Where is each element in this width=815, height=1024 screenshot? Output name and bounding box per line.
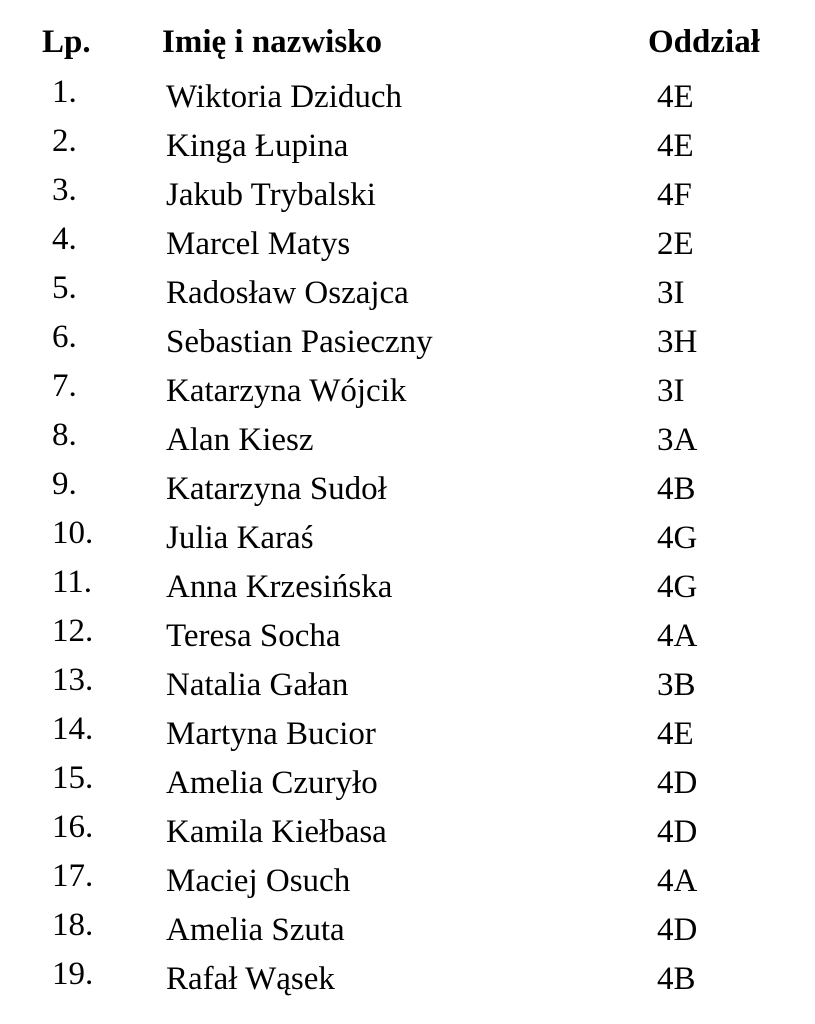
row-name: Katarzyna Sudoł xyxy=(166,471,387,507)
table-row xyxy=(0,368,815,417)
row-name: Natalia Gałan xyxy=(166,667,349,703)
row-name: Anna Krzesińska xyxy=(166,569,393,605)
row-number: 10. xyxy=(52,515,94,551)
row-name: Radosław Oszajca xyxy=(166,275,409,311)
row-class: 4E xyxy=(657,128,694,164)
row-name: Julia Karaś xyxy=(166,520,314,556)
row-number: 13. xyxy=(52,662,94,698)
table-row xyxy=(0,74,815,123)
header-name: Imię i nazwisko xyxy=(162,24,383,60)
row-number: 1. xyxy=(52,74,77,110)
row-name: Maciej Osuch xyxy=(166,863,351,899)
row-class: 4E xyxy=(657,716,694,752)
row-class: 4A xyxy=(657,618,698,654)
row-number: 5. xyxy=(52,270,77,306)
table-row xyxy=(0,417,815,466)
table-row xyxy=(0,123,815,172)
row-class: 4G xyxy=(657,569,698,605)
row-class: 4B xyxy=(657,961,696,997)
table-body xyxy=(0,74,815,1005)
table-row xyxy=(0,564,815,613)
row-class: 4D xyxy=(657,765,698,801)
table-row xyxy=(0,711,815,760)
row-class: 4B xyxy=(657,471,696,507)
header-number: Lp. xyxy=(42,24,91,60)
row-name: Marcel Matys xyxy=(166,226,351,262)
row-number: 19. xyxy=(52,956,94,992)
table-row xyxy=(0,270,815,319)
row-name: Amelia Szuta xyxy=(166,912,345,948)
row-number: 3. xyxy=(52,172,77,208)
row-number: 2. xyxy=(52,123,77,159)
row-name: Martyna Bucior xyxy=(166,716,376,752)
table-row xyxy=(0,662,815,711)
row-class: 3A xyxy=(657,422,698,458)
row-number: 9. xyxy=(52,466,77,502)
row-name: Sebastian Pasieczny xyxy=(166,324,433,360)
row-class: 4D xyxy=(657,814,698,850)
header-class: Oddział xyxy=(648,24,760,60)
row-number: 12. xyxy=(52,613,94,649)
row-class: 2E xyxy=(657,226,694,262)
row-name: Katarzyna Wójcik xyxy=(166,373,407,409)
row-number: 7. xyxy=(52,368,77,404)
row-class: 3B xyxy=(657,667,696,703)
row-name: Wiktoria Dziduch xyxy=(166,79,403,115)
row-number: 8. xyxy=(52,417,77,453)
row-class: 4A xyxy=(657,863,698,899)
row-class: 4F xyxy=(657,177,692,213)
table-row xyxy=(0,613,815,662)
table-row xyxy=(0,956,815,1005)
table-row xyxy=(0,515,815,564)
table-row xyxy=(0,172,815,221)
table-row xyxy=(0,907,815,956)
row-number: 16. xyxy=(52,809,94,845)
row-number: 4. xyxy=(52,221,77,257)
row-number: 17. xyxy=(52,858,94,894)
row-class: 3H xyxy=(657,324,698,360)
row-number: 18. xyxy=(52,907,94,943)
row-class: 3I xyxy=(657,373,685,409)
table-row xyxy=(0,221,815,270)
table-row xyxy=(0,809,815,858)
row-class: 4E xyxy=(657,79,694,115)
row-class: 3I xyxy=(657,275,685,311)
table-row xyxy=(0,858,815,907)
row-number: 15. xyxy=(52,760,94,796)
table-row xyxy=(0,760,815,809)
row-name: Rafał Wąsek xyxy=(166,961,335,997)
row-class: 4G xyxy=(657,520,698,556)
row-name: Kinga Łupina xyxy=(166,128,349,164)
row-number: 6. xyxy=(52,319,77,355)
table-header xyxy=(0,24,815,68)
table-row xyxy=(0,466,815,515)
row-number: 11. xyxy=(52,564,93,600)
row-class: 4D xyxy=(657,912,698,948)
table-row xyxy=(0,319,815,368)
row-name: Amelia Czuryło xyxy=(166,765,378,801)
row-name: Jakub Trybalski xyxy=(166,177,376,213)
row-name: Teresa Socha xyxy=(166,618,341,654)
row-number: 14. xyxy=(52,711,94,747)
row-name: Kamila Kiełbasa xyxy=(166,814,387,850)
row-name: Alan Kiesz xyxy=(166,422,314,458)
